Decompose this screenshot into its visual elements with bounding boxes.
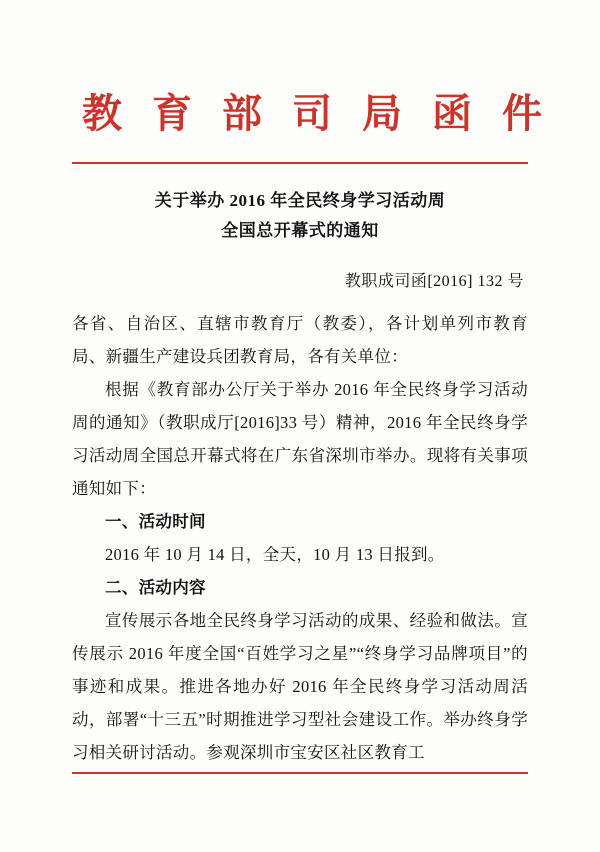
footer-divider-rule [72,772,528,774]
body-paragraph-1: 根据《教育部办公厅关于举办 2016 年全民终身学习活动周的通知》（教职成厅[2016]33 号）精神，2016 年全民终身学习活动周全国总开幕式将在广东省深圳市举办。现将有关事项通知如下： [72,379,528,498]
masthead-divider-rule [72,162,528,164]
body-paragraph-3: 宣传展示各地全民终身学习活动的成果、经验和做法。宣传展示 2016 年度全国“百姓学习之星”“终身学习品牌项目”的事迹和成果。推进各地办好 2016 年全民终身学习活动周活动，部署“十三五”时期推进学习型社会建设工作。举办终身学习相关研讨活动。参观深圳市宝安区社区教育工 [72,610,528,762]
document-subject-line-1: 关于举办 2016 年全民终身学习活动周 [154,191,446,210]
recipient-paragraph: 各省、自治区、直辖市教育厅（教委），各计划单列市教育局、新疆生产建设兵团教育局，各有关单位： [72,313,528,366]
body-paragraph-2: 2016 年 10 月 14 日，全天，10 月 13 日报到。 [105,544,445,564]
section-heading-2: 二、活动内容 [105,577,206,597]
page-content [72,0,552,852]
document-body [72,307,528,769]
document-subject [72,186,528,246]
document-number: 教职成司函[2016] 132 号 [344,272,524,290]
document-subject-line-2: 全国总开幕式的通知 [221,220,379,240]
document-masthead-title: 教 育 部 司 局 函 件 [82,91,552,136]
section-heading-1: 一、活动时间 [105,511,206,531]
